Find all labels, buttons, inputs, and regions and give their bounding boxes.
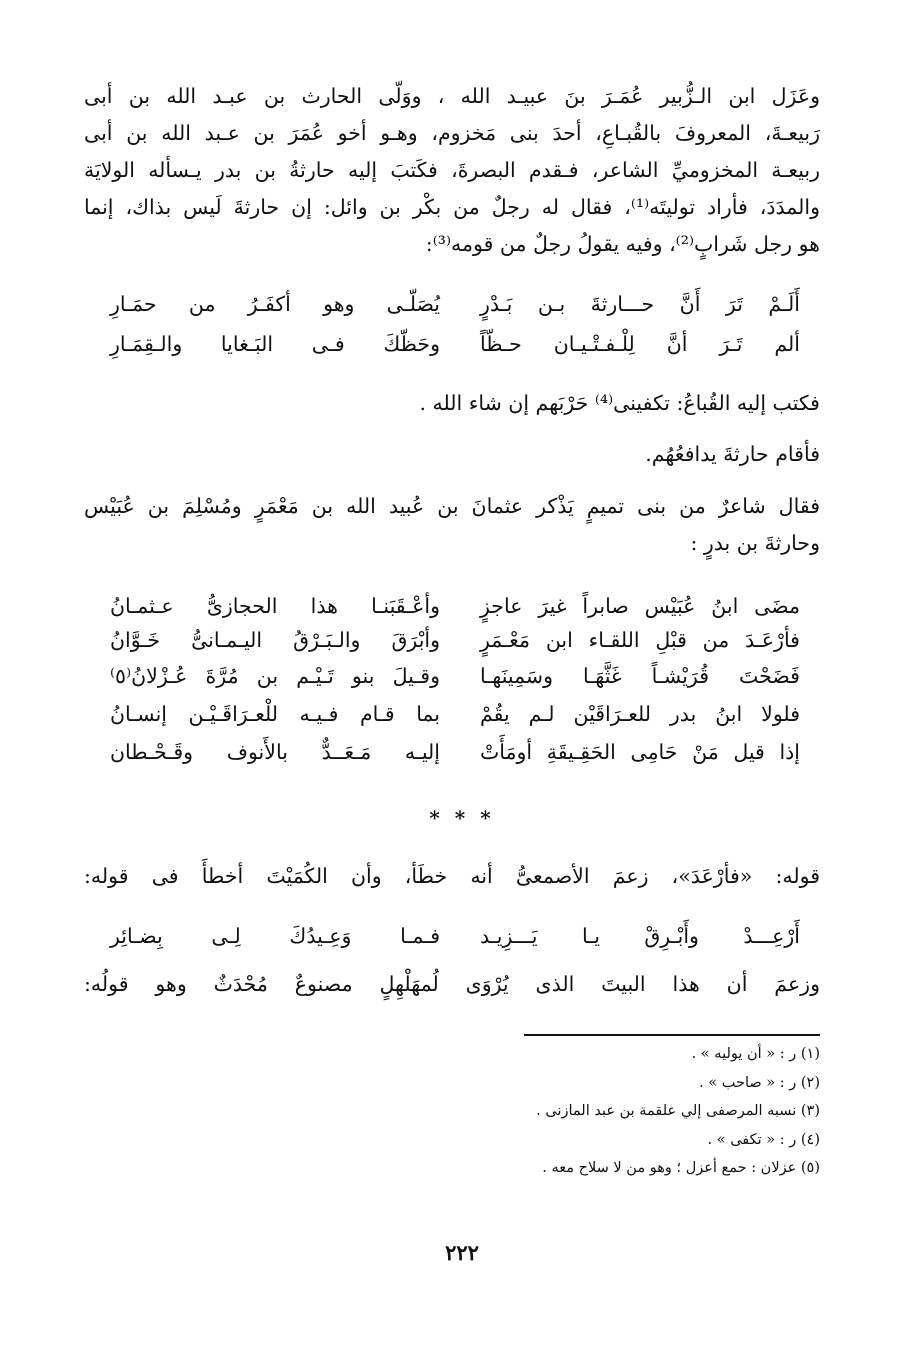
verse-second-hemistich: إليـه مَـعَــدٌّ بالأَنوف وقَـحْـطان [110,740,440,764]
footnote: (٢) ر : « صاحب » . [699,1075,820,1091]
verse-second-hemistich: وأعْـقَبَنـا هذا الحجازىُّ عـثمـانُ [110,594,440,618]
footnote-divider [524,1034,820,1036]
verse-first-hemistich: إذا قيل مَنْ حَامِى الحَقِـيقَةِ أومَأَتْ [480,740,800,764]
text-line: فأقام حارثةَ يدافعُهُم. [645,442,820,466]
text-line: فكتب إليه القُباعُ: تكفينى⁽⁴⁾ حَرْبَهم إن شاء الله . [419,391,820,415]
footnote: (٣) نسبه المرصفى إلي علقمة بن عبد المازنى . [536,1103,820,1119]
verse-line [110,702,800,738]
text-line: والمدَدَ، فأراد توليتَه⁽¹⁾، فقال له رجلٌ من بكْر بن وائل: إن حارثةَ لَيس بذاك، إنما [84,195,820,219]
text-line: وحارثةَ بن بدرٍ : [690,531,820,555]
verse-first-hemistich: أَلَـمْ تَرَ أَنَّ حـــارثةَ بـن بَـدْرٍ [480,292,800,316]
verse-line [110,628,800,664]
verse-line [110,664,800,700]
verse-second-hemistich: فـمـا وَعِـيدُكَ لِـى بِضـائِر [110,924,440,948]
verse-first-hemistich: فلولا ابنُ بدر للعـرَاقَيْن لـم يقُمْ [480,702,800,726]
text-line: قوله: «فأرْعَدَ»، زعمَ الأصمعىُّ أنه خطَأ، وأن الكُمَيْتَ أخطأَ فى قوله: [84,864,820,888]
verse-second-hemistich: يُصَلّـى وهو أكفَـرُ من حمَـارِ [110,292,440,316]
text-line: هو رجل شَرابٍ⁽²⁾، وفيه يقولُ رجلٌ من قومه⁽³⁾: [425,232,820,256]
paragraph-2 [84,385,820,422]
paragraph-1 [84,78,820,263]
paragraph-5 [84,858,820,895]
paragraph-3 [84,436,820,473]
verse-line [110,740,800,776]
verse-second-hemistich: وقـيلَ بنو تَـيْـم بن مُرَّةَ عُـزْلانُ⁽٥⁾ [110,664,440,688]
text-line: رَبيعـةَ، المعروفَ بالقُبـاعِ، أحدَ بنى مَخزوم، وهـو أخو عُمَرَ بن عـبد الله بن أبى [84,121,820,145]
paragraph-6 [84,966,820,1003]
footnote: (٤) ر : « تكفى » . [707,1132,820,1148]
verse-line [110,332,800,368]
verse-first-hemistich: مضَى ابنُ عُبَيْس صابراً غيرَ عاجزٍ [480,594,800,618]
text-line: وزعمَ أن هذا البيتَ الذى يُرْوَى لُمهَلْهِلٍ مصنوعٌ مُحْدَثٌ وهو قولُه: [84,972,820,996]
verse-second-hemistich: وحَظّكَ فـى البَـغايا والـقِمَـارِ [110,332,440,356]
verse-first-hemistich: فَضَحْتَ قُرَيْشـاً غَثَّهَـا وسَمِينَهـا [480,664,800,688]
page-number: ٢٢٢ [445,1240,479,1265]
verse-line [110,594,800,630]
verse-second-hemistich: وأبْرَقَ والـبَـرْقُ اليـمـانىُّ خَـوَّانُ [110,628,440,652]
footnote: (٥) عزلان : حمع أعزل ؛ وهو من لا سلاح معه . [542,1160,820,1176]
verse-first-hemistich: ألم تَـرَ أنَّ لِلْـفـتْـيـان حـظّاً [480,332,800,356]
text-line: وعَزَل ابن الـزُّبير عُمَـرَ بنَ عبيـد الله ، ووَلّى الحارث بن عبـد الله بن أبى [84,84,820,108]
footnote: (١) ر : « أن يوليه » . [691,1046,820,1062]
verse-line [110,292,800,328]
verse-line [110,924,800,960]
text-line: ربيعـة المخزوميِّ الشاعر، فـقدم البصرةَ، فكَتبَ إليه حارثةُ بن بدر يـسأله الولايَة [84,158,820,182]
verse-second-hemistich: بما قـام فـيـه للْعـرَاقَـيْـن إنسـانُ [110,702,440,726]
paragraph-4 [84,488,820,562]
section-separator: * * * [429,806,495,830]
verse-first-hemistich: أَرْعِـــدْ وأَبْـرِقْ يـا يَـــزِيـد [480,924,800,948]
verse-first-hemistich: فأرْعَـدَ من قبْلِ اللقـاء ابن مَعْـمَرٍ [480,628,800,652]
text-line: فقال شاعرٌ من بنى تميمٍ يَذْكر عثمانَ بن عُبيد الله بن مَعْمَرٍ ومُسْلِمَ بن عُبَيْس [84,494,820,518]
